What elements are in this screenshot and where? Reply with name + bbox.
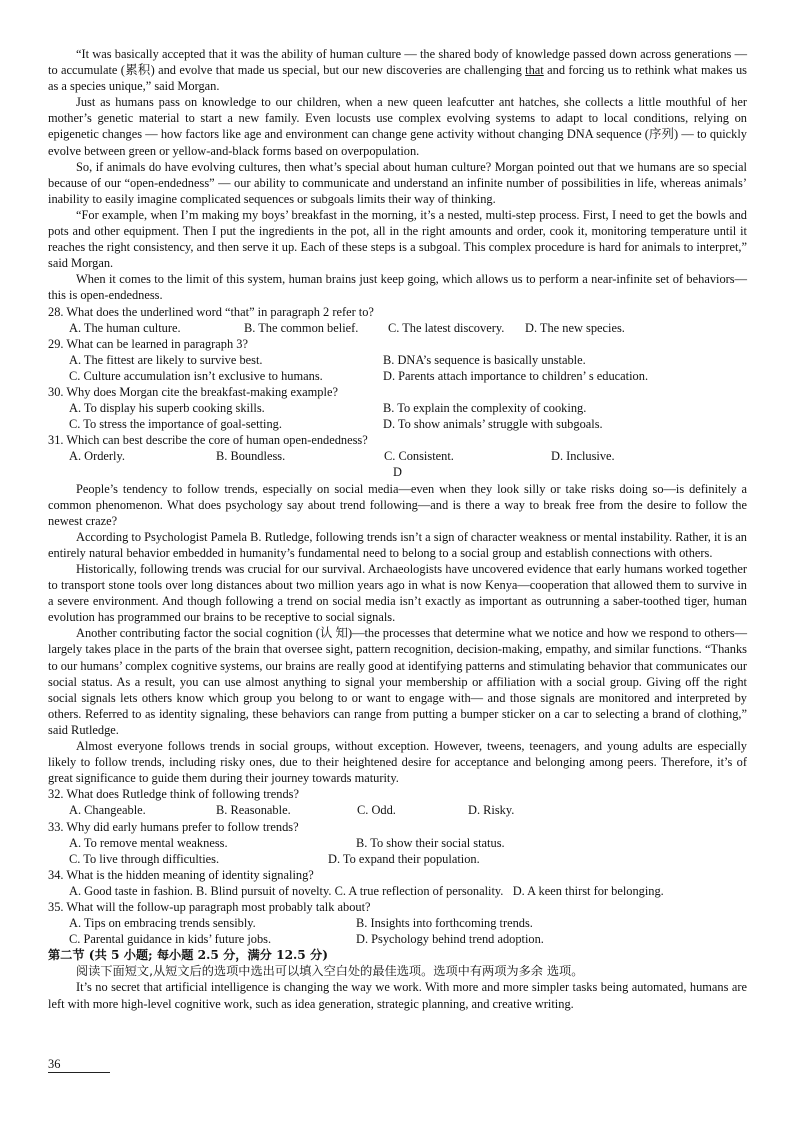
question-35-options-row-2	[48, 931, 747, 947]
underlined-word-that: that	[525, 63, 544, 78]
q29-option-c: C. Culture accumulation isn’t exclusive to humans.	[69, 368, 323, 383]
q33-option-b: B. To show their social status.	[356, 835, 505, 850]
passage-d-paragraph-3: Historically, following trends was crucial for our survival. Archaeologists have uncovered evidence that early humans worked together to transport stone tools over long distances about two million years ago in what is now Kenya—cooperation that allowed them to survive in a severe environment. And though following a trend on social media isn’t exactly as important as outrunning a saber-toothed tiger, human evolution has programmed our brains to be receptive to social signals.	[48, 562, 747, 625]
question-29-options-row-1	[48, 352, 747, 368]
passage-c-paragraph-1	[48, 46, 747, 94]
section-2-title: 第二节 (共 5 小题; 每小题 2.5 分，满分 12.5 分)	[48, 948, 328, 963]
question-28-options	[48, 320, 747, 336]
section-2-instruction: 阅读下面短文,从短文后的选项中选出可以填入空白处的最佳选项。选项中有两项为多余 选项。	[76, 964, 584, 979]
q28-option-d: D. The new species.	[525, 320, 625, 335]
question-34-stem: 34. What is the hidden meaning of identity signaling?	[48, 867, 314, 882]
q29-option-b: B. DNA’s sequence is basically unstable.	[383, 352, 586, 367]
q31-option-a: A. Orderly.	[69, 449, 125, 464]
q30-option-a: A. To display his superb cooking skills.	[69, 401, 265, 416]
question-30-options-row-1	[48, 400, 747, 416]
exam-page	[48, 46, 747, 1012]
q30-option-c: C. To stress the importance of goal-setting.	[69, 417, 282, 432]
q35-option-c: C. Parental guidance in kids’ future jobs.	[69, 932, 272, 947]
q32-option-b: B. Reasonable.	[216, 803, 291, 818]
p1-text-b: and forcing us to rethink what makes us as a species unique,” said Morgan.	[48, 63, 747, 94]
q32-option-a: A. Changeable.	[69, 803, 146, 818]
q32-option-c: C. Odd.	[357, 803, 396, 818]
passage-d-heading: D	[393, 465, 402, 480]
q33-option-a: A. To remove mental weakness.	[69, 835, 228, 850]
q35-option-b: B. Insights into forthcoming trends.	[356, 916, 533, 931]
question-33-options-row-2	[48, 851, 747, 867]
q30-option-b: B. To explain the complexity of cooking.	[383, 401, 587, 416]
q33-option-c: C. To live through difficulties.	[69, 851, 220, 866]
question-29-stem: 29. What can be learned in paragraph 3?	[48, 336, 248, 351]
q31-option-b: B. Boundless.	[216, 449, 286, 464]
passage-c-paragraph-5: When it comes to the limit of this system, human brains just keep going, which allows us to perform a near-infinite set of behaviors—this is open-endedness.	[48, 272, 747, 303]
q28-option-a: A. The human culture.	[69, 320, 181, 335]
passage-d-paragraph-2: According to Psychologist Pamela B. Rutledge, following trends isn’t a sign of character weakness or mental instability. Rather, it is an entirely natural behavior embedded in humanity’s fundamental need to belong to a social group and establish connections with others.	[48, 529, 747, 560]
question-30-options-row-2	[48, 416, 747, 432]
q31-option-c: C. Consistent.	[384, 449, 454, 464]
passage-d-paragraph-1: People’s tendency to follow trends, especially on social media—even when they look silly or take risks doing so—is definitely a common phenomenon. What does psychology say about trend following—and is there a way to break free from the desire to follow the newest craze?	[48, 481, 747, 528]
question-34-options: A. Good taste in fashion. B. Blind pursuit of novelty. C. A true reflection of personality. D. A keen thirst for belonging.	[69, 883, 664, 898]
question-31-options	[48, 448, 747, 464]
passage-c-paragraph-2: Just as humans pass on knowledge to our children, when a new queen leafcutter ant hatches, she collects a little mouthful of her mother’s genetic material to start a new family. Even locusts use complex evolving systems to adapt to local conditions, relying on epigenetic changes — how factors like age and environment can change gene activity without changing DNA sequence (序列) — to quickly evolve between green or yellow-and-black forms based on overpopulation.	[48, 95, 747, 158]
question-35-options-row-1	[48, 915, 747, 931]
passage-d-paragraph-5: Almost everyone follows trends in social groups, without exception. However, tweens, teenagers, and young adults are especially likely to follow trends, including risky ones, due to their heightened desire for acceptance and belonging among peers. Therefore, it’s of great significance to guide them during their journey towards maturity.	[48, 739, 747, 786]
page-number: 36	[48, 1057, 110, 1073]
section-2-paragraph-1: It’s no secret that artificial intelligence is changing the way we work. With more and more simpler tasks being automated, humans are left with more high-level cognitive work, such as idea generation, strategic planning, and creative writing.	[48, 980, 747, 1011]
question-32-stem: 32. What does Rutledge think of following trends?	[48, 787, 299, 802]
question-33-options-row-1	[48, 835, 747, 851]
passage-c-paragraph-3: So, if animals do have evolving cultures, then what’s special about human culture? Morgan pointed out that we humans are so special because of our “open-endedness” — our ability to communicate and understand an infinite number of possibilities in life, whereas animals’ inability to easily imagine complicated sequences or subgoals limits their way of thinking.	[48, 159, 747, 206]
question-33-stem: 33. Why did early humans prefer to follow trends?	[48, 819, 299, 834]
question-30-stem: 30. Why does Morgan cite the breakfast-making example?	[48, 384, 338, 399]
p1-text-a: “It was basically accepted that it was the ability of human culture — the shared body of knowledge passed down across generations — to accumulate (累积) and evolve that made us special, but our new discoveries are challenging	[48, 47, 747, 78]
q32-option-d: D. Risky.	[468, 803, 515, 818]
question-35-stem: 35. What will the follow-up paragraph most probably talk about?	[48, 899, 371, 914]
passage-d-paragraph-4: Another contributing factor the social cognition (认 知)—the processes that determine what we notice and how we respond to others—largely takes place in the parts of the brain that oversee sight, pattern recognition, decision-making, empathy, and similar functions. “Thanks to our humans’ complex cognitive systems, our brains are really good at identifying patterns and stimulating behavior that communicates our social status. As a result, you can use almost anything to signal your membership or affiliation with a social group. Giving off the right social signals lets others know which group you belong to or want to engage with— and those signals are monitored and interpreted by others. Referred to as identity signaling, these behaviors can range from putting a bumper sticker on a car to selecting a brand of clothing,” said Rutledge.	[48, 626, 747, 737]
q35-option-d: D. Psychology behind trend adoption.	[356, 932, 544, 947]
passage-c-paragraph-4: “For example, when I’m making my boys’ breakfast in the morning, it’s a nested, multi-step process. First, I need to get the bowls and pots and other equipment. Then I put the ingredients in the pot, all in the right amounts and order, cook it, monitoring temperature until it reaches the right consistency, and then serve it up. Each of these steps is a subgoal. This complex procedure is hard for animals to interpret,” said Morgan.	[48, 207, 747, 271]
question-31-stem: 31. Which can best describe the core of human open-endedness?	[48, 433, 368, 448]
question-28-stem: 28. What does the underlined word “that” in paragraph 2 refer to?	[48, 304, 374, 319]
q28-option-c: C. The latest discovery.	[388, 320, 505, 335]
question-32-options	[48, 802, 747, 818]
q31-option-d: D. Inclusive.	[551, 449, 615, 464]
q33-option-d: D. To expand their population.	[328, 851, 480, 866]
q28-option-b: B. The common belief.	[244, 320, 359, 335]
q29-option-d: D. Parents attach importance to children’ s education.	[383, 368, 649, 383]
q30-option-d: D. To show animals’ struggle with subgoals.	[383, 417, 603, 432]
question-29-options-row-2	[48, 368, 747, 384]
q29-option-a: A. The fittest are likely to survive best.	[69, 352, 263, 367]
q35-option-a: A. Tips on embracing trends sensibly.	[69, 916, 256, 931]
